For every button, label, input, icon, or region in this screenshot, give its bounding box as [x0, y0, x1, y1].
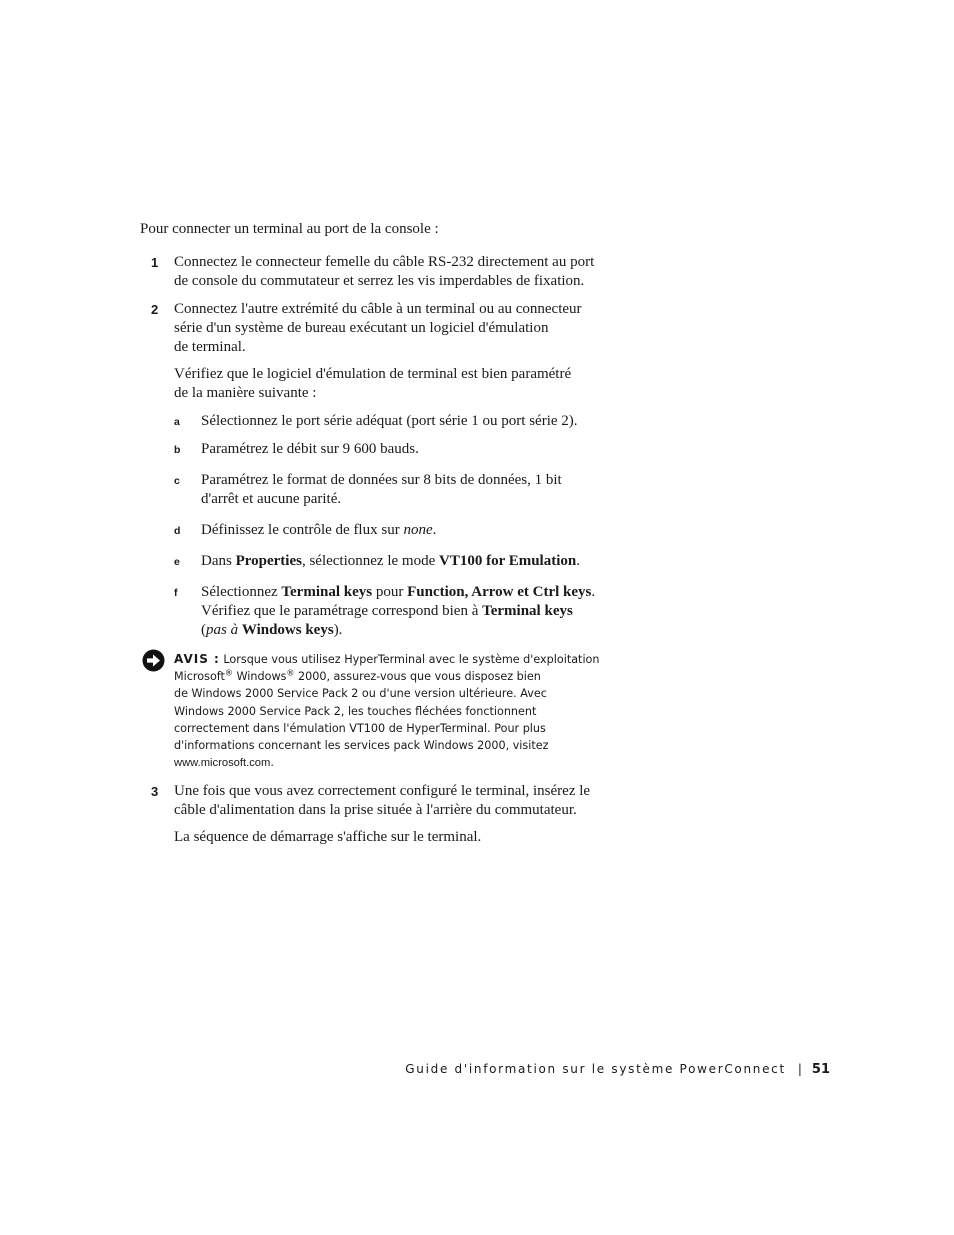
step-3-text: [174, 782, 590, 820]
sub-a-text: Sélectionnez le port série adéquat (port série 1 ou port série 2).: [201, 413, 578, 429]
notice-microsoft: Microsoft: [174, 670, 225, 684]
sub-f-post: .: [591, 584, 596, 600]
page-footer: [380, 1062, 830, 1077]
step-2-text: [174, 300, 582, 356]
notice-line-4: Windows 2000 Service Pack 2, les touches fléchées fonctionnent: [174, 704, 537, 718]
flow-control-value: none: [403, 522, 433, 538]
microsoft-link[interactable]: www.microsoft.com: [174, 757, 271, 770]
not-to-text: pas à: [206, 621, 239, 638]
sub-e-pre: Dans: [201, 553, 236, 569]
step-3-after-text: La séquence de démarrage s'affiche sur le terminal.: [174, 829, 482, 845]
notice-line-3: de Windows 2000 Service Pack 2 ou d'une version ultérieure. Avec: [174, 687, 547, 701]
sub-c-line-2: d'arrêt et aucune parité.: [201, 490, 342, 507]
paren-close: ).: [333, 621, 343, 638]
paren-open: (: [201, 621, 206, 638]
footer-title: Guide d'information sur le système PowerConnect: [405, 1062, 786, 1076]
sub-d-text: [201, 521, 436, 540]
terminal-keys-term: Terminal keys: [482, 602, 573, 619]
sub-d-pre: Définissez le contrôle de flux sur: [201, 522, 404, 538]
registered-mark: ®: [286, 668, 295, 678]
step-3-line-2: câble d'alimentation dans la prise située à l'arrière du commutateur.: [174, 801, 577, 818]
notice-windows: Windows: [232, 670, 287, 684]
notice-end: .: [270, 756, 274, 770]
sub-letter: c: [174, 475, 180, 487]
notice-arrow-icon: [142, 649, 165, 672]
step-1-line-2: de console du commutateur et serrez les vis imperdables de fixation.: [174, 272, 585, 289]
notice-line-6: d'informations concernant les services pack Windows 2000, visitez: [174, 739, 549, 753]
intro-text: Pour connecter un terminal au port de la console :: [140, 221, 439, 237]
step-number: 2: [151, 302, 159, 317]
verify-line-1: Vérifiez que le logiciel d'émulation de terminal est bien paramétré: [174, 366, 572, 382]
sub-f-pre: Sélectionnez: [201, 584, 282, 600]
sub-e-mid: , sélectionnez le mode: [301, 553, 439, 569]
notice-box: [174, 651, 624, 772]
sub-f-line2-pre: Vérifiez que le paramétrage correspond bien à: [201, 602, 483, 619]
registered-mark: ®: [224, 668, 233, 678]
properties-term: Properties: [235, 553, 302, 569]
sub-f-text: [201, 583, 595, 639]
sub-letter: e: [174, 556, 180, 568]
sub-c-text: [201, 471, 562, 509]
step-2-line-3: de terminal.: [174, 338, 246, 355]
step-2-line-2: série d'un système de bureau exécutant un logiciel d'émulation: [174, 319, 549, 336]
notice-line-1: Lorsque vous utilisez HyperTerminal avec le système d'exploitation: [219, 653, 600, 666]
page-number: 51: [811, 1062, 830, 1077]
step-number: 3: [151, 784, 159, 799]
sub-e-text: [201, 552, 580, 571]
sub-letter: d: [174, 525, 181, 537]
sub-f-mid: pour: [372, 584, 408, 600]
notice-line-5: correctement dans l'émulation VT100 de HyperTerminal. Pour plus: [174, 721, 546, 735]
sub-e-post: .: [576, 553, 580, 569]
step-1-line-1: Connectez le connecteur femelle du câble RS-232 directement au port: [174, 254, 595, 270]
sub-letter: a: [174, 416, 180, 428]
sub-b-text: Paramétrez le débit sur 9 600 bauds.: [201, 441, 419, 457]
step-number: 1: [151, 255, 159, 270]
terminal-keys-term: Terminal keys: [281, 584, 373, 600]
emulation-mode-term: VT100 for Emulation: [438, 553, 577, 569]
sub-letter: b: [174, 444, 181, 456]
notice-label: AVIS :: [174, 652, 220, 666]
sub-d-post: .: [432, 522, 437, 538]
sub-letter: f: [174, 587, 178, 599]
sub-c-line-1: Paramétrez le format de données sur 8 bits de données, 1 bit: [201, 472, 562, 488]
step-3-line-1: Une fois que vous avez correctement configuré le terminal, insérez le: [174, 783, 591, 799]
footer-separator: |: [797, 1062, 802, 1076]
windows-keys-term: Windows keys: [241, 621, 334, 638]
step-2-verify-text: [174, 365, 571, 403]
step-1-text: [174, 253, 594, 291]
notice-line-2: 2000, assurez-vous que vous disposez bien: [294, 670, 541, 684]
step-2-line-1: Connectez l'autre extrémité du câble à un terminal ou au connecteur: [174, 301, 582, 317]
function-keys-term: Function, Arrow et Ctrl keys: [407, 584, 592, 600]
verify-line-2: de la manière suivante :: [174, 384, 317, 401]
